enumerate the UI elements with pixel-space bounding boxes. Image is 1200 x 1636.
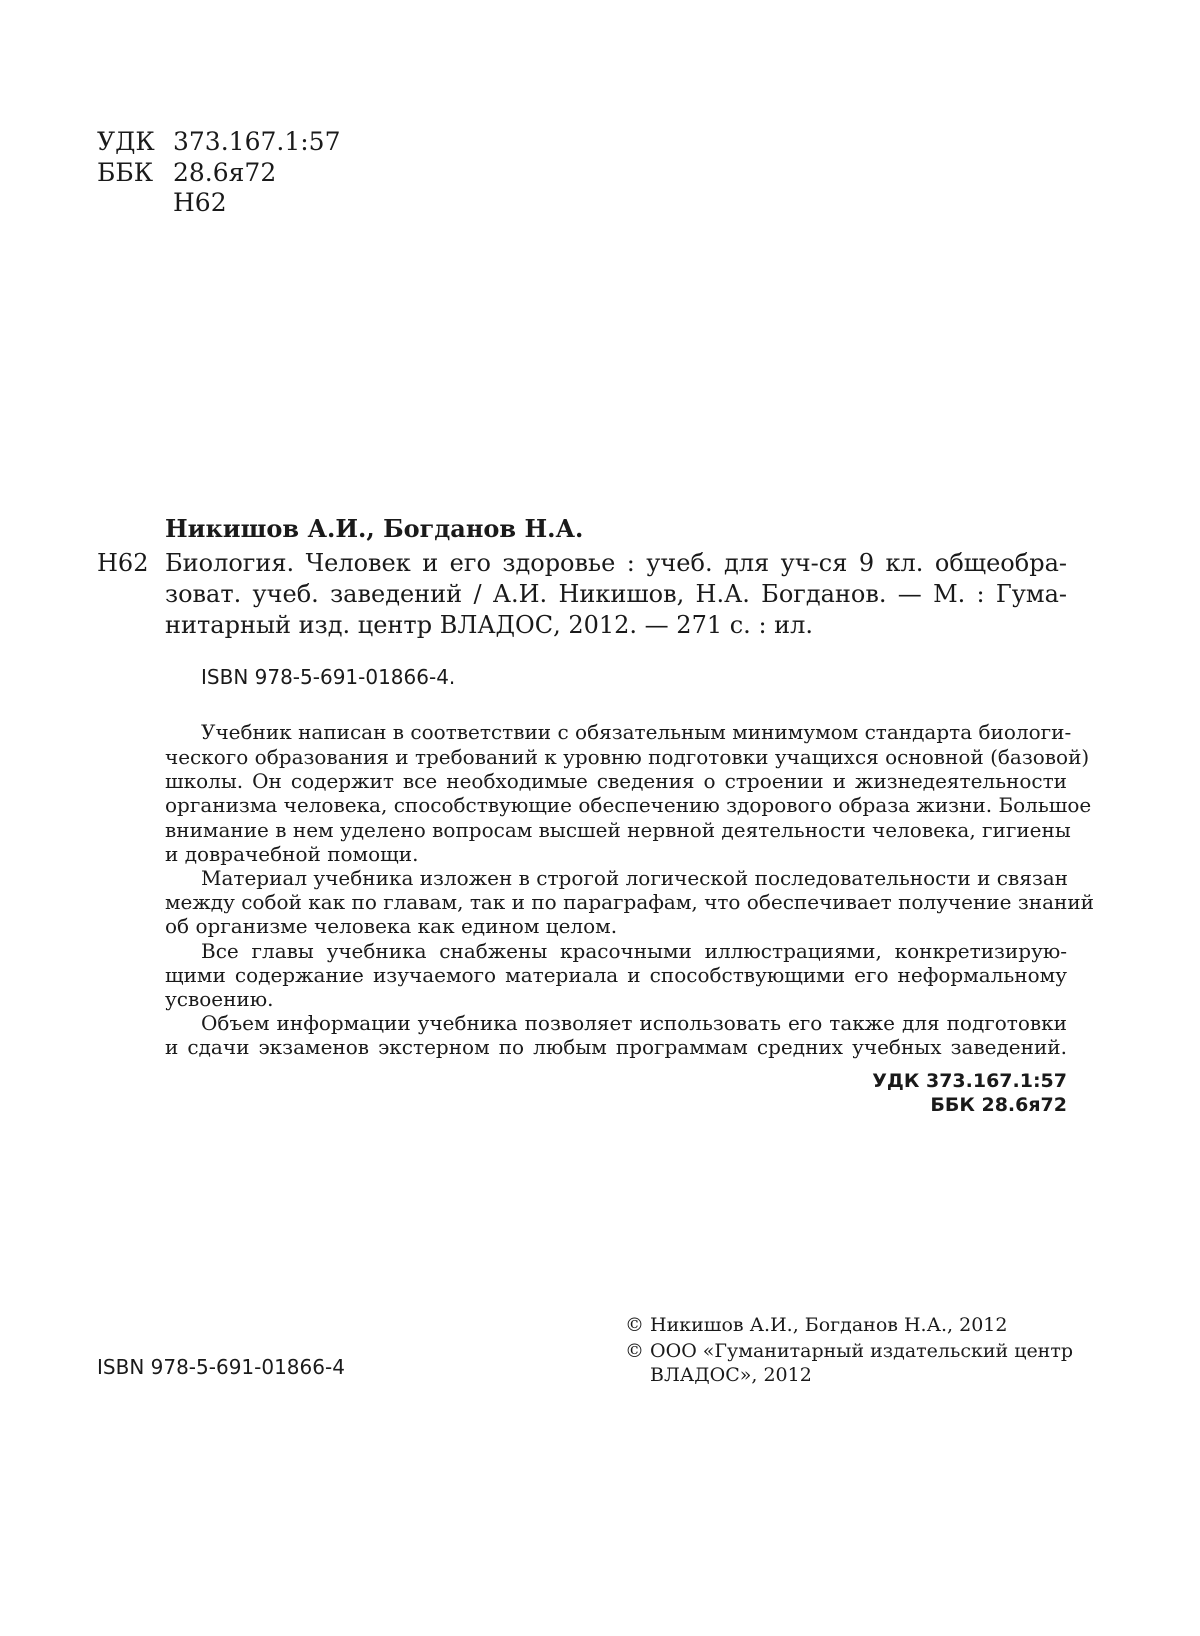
entry-line: Биология. Человек и его здоровье : учеб. для уч-ся 9 кл. общеобра- [165,549,1067,577]
author-mark-top: Н62 [173,188,227,217]
annotation-line: внимание в нем уделено вопросам высшей нервной деятельности человека, гигиены [165,818,1071,842]
udk-label: УДК [97,127,155,156]
bbk-label: ББК [97,158,154,187]
annotation-line: между собой как по главам, так и по параграфам, что обеспечивает получение знаний [165,890,1094,914]
annotation-line: ческого образования и требований к уровню подготовки учащихся основной (базовой) [165,745,1090,769]
entry-authors: Никишов А.И., Богданов Н.А. [165,514,584,543]
copyright-publisher: © ООО «Гуманитарный издательский центр [625,1340,1074,1362]
annotation-line: Учебник написан в соответствии с обязательным минимумом стандарта биологи- [201,720,1072,744]
bbk-code-right: ББК 28.6я72 [930,1094,1067,1116]
annotation-line: щими содержание изучаемого материала и способствующими его неформальному [165,963,1067,987]
bbk-value: 28.6я72 [173,158,277,187]
entry-isbn: ISBN 978-5-691-01866-4. [201,665,456,689]
annotation-line: усвоению. [165,987,274,1011]
annotation-line: Все главы учебника снабжены красочными иллюстрациями, конкретизирую- [201,939,1067,963]
annotation-line: Материал учебника изложен в строгой логической последовательности и связан [201,866,1069,890]
annotation-line: организма человека, способствующие обеспечению здорового образа жизни. Большое [165,793,1092,817]
copyright-publisher-cont: ВЛАДОС», 2012 [650,1364,812,1386]
udk-row [97,127,340,157]
entry-line: нитарный изд. центр ВЛАДОС, 2012. — 271 с. : ил. [165,611,814,639]
annotation-line: Объем информации учебника позволяет использовать его также для подготовки [201,1011,1067,1035]
annotation-line: и сдачи экзаменов экстерном по любым программам средних учебных заведений. [165,1035,1067,1059]
entry-author-mark: Н62 [97,549,149,577]
entry-line: зоват. учеб. заведений / А.И. Никишов, Н.А. Богданов. — М. : Гума- [165,580,1067,608]
copyright-authors: © Никишов А.И., Богданов Н.А., 2012 [625,1314,1008,1336]
udk-code-right: УДК 373.167.1:57 [872,1070,1067,1092]
annotation-line: и доврачебной помощи. [165,842,419,866]
annotation-line: об организме человека как едином целом. [165,914,618,938]
udk-value: 373.167.1:57 [173,127,341,156]
isbn-bottom: ISBN 978-5-691-01866-4 [97,1355,345,1379]
bbk-row [97,158,276,188]
annotation-line: школы. Он содержит все необходимые сведения о строении и жизнедеятельности [165,769,1067,793]
